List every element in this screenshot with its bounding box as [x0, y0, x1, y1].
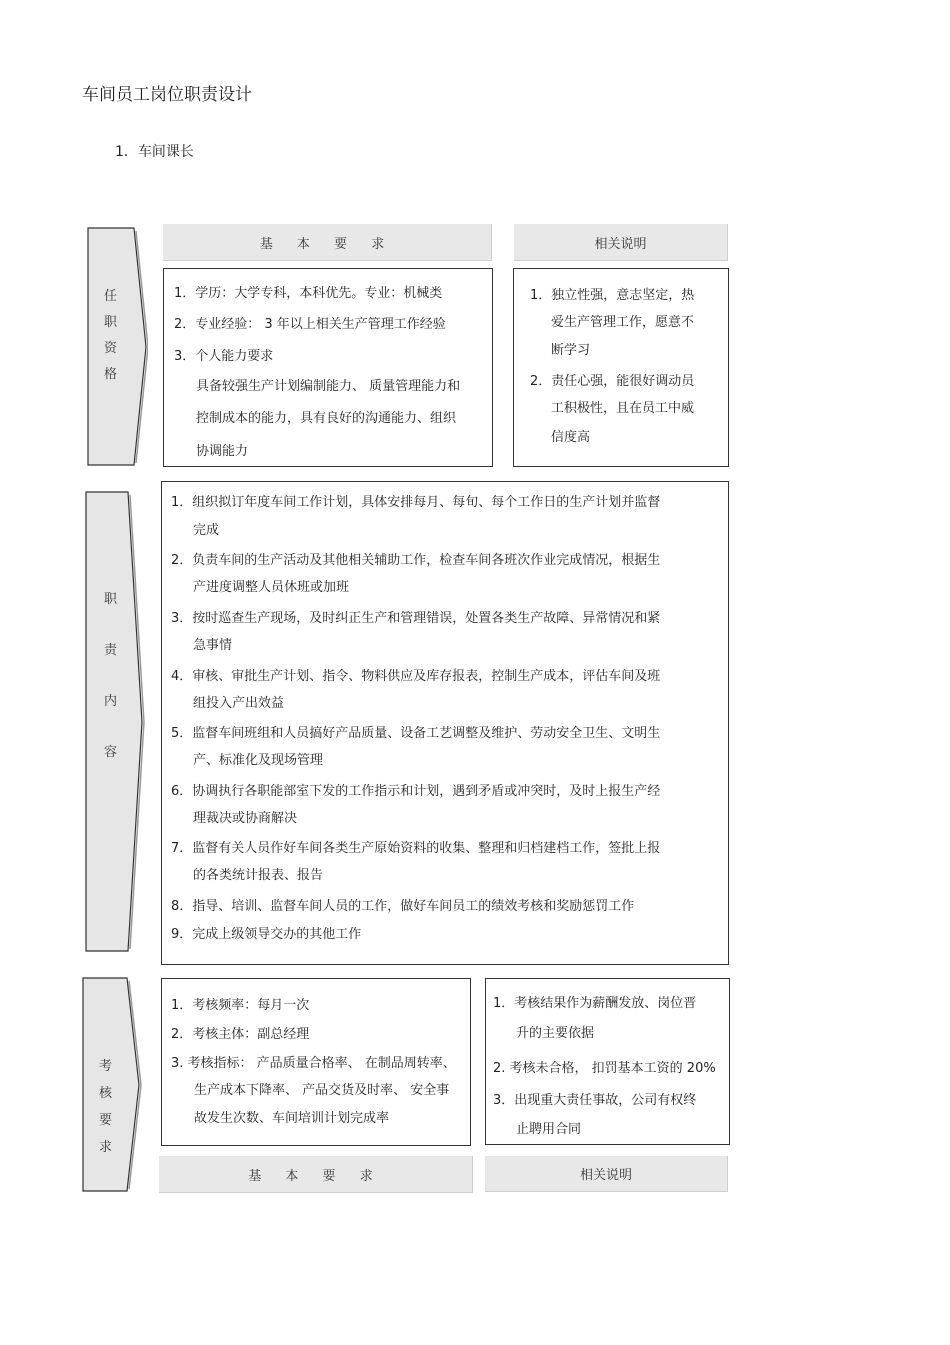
qualification-label	[104, 285, 117, 389]
label-char: 格	[104, 367, 118, 382]
assessment-line: 2．考核主体：副总经理	[171, 1027, 310, 1042]
assessment-note-header: 相关说明	[485, 1156, 728, 1192]
duty-line: 2．负责车间的生产活动及其他相关辅助工作，检查车间各班次作业完成情况，根据生	[171, 553, 661, 568]
qualification-note-line: 1．独立性强，意志坚定，热	[530, 288, 695, 303]
qualification-basic-header: 基 本 要 求	[163, 224, 492, 261]
duty-line: 4．审核、审批生产计划、指令、物料供应及库存报表，控制生产成本，评估车间及班	[171, 669, 661, 684]
duty-line: 产、标准化及现场管理	[193, 753, 324, 768]
qualification-note-header: 相关说明	[514, 224, 728, 261]
duty-line: 7．监督有关人员作好车间各类生产原始资料的收集、整理和归档建档工作，签批上报	[171, 841, 661, 856]
duty-line: 1．组织拟订年度车间工作计划，具体安排每月、每旬、每个工作日的生产计划并监督	[171, 495, 661, 510]
label-char: 内	[104, 694, 118, 709]
label-char: 要	[99, 1113, 113, 1128]
assessment-line: 生产成本下降率、 产品交货及时率、 安全事	[194, 1083, 450, 1098]
duty-line: 的各类统计报表、报告	[193, 868, 324, 883]
assessment-line: 3. 考核指标： 产品质量合格率、 在制品周转率、	[171, 1056, 456, 1071]
assessment-note-line: 止聘用合同	[516, 1122, 582, 1137]
duty-line: 完成	[193, 523, 220, 538]
page-title: 车间员工岗位职责设计	[82, 85, 252, 105]
duty-line: 6．协调执行各职能部室下发的工作指示和计划，遇到矛盾或冲突时，及时上报生产经	[171, 784, 661, 799]
label-char: 任	[104, 289, 118, 304]
duty-line: 理裁决或协商解决	[193, 811, 298, 826]
duty-line: 产进度调整人员休班或加班	[193, 580, 350, 595]
label-char: 容	[104, 745, 118, 760]
duty-line: 3．按时巡查生产现场，及时纠正生产和管理错误，处置各类生产故障、异常情况和紧	[171, 611, 661, 626]
qualification-note-line: 断学习	[551, 343, 591, 358]
assessment-note-line: 1．考核结果作为薪酬发放、岗位晋	[493, 996, 697, 1011]
assessment-note-line: 升的主要依据	[516, 1026, 595, 1041]
qualification-note-line: 工积极性，且在员工中威	[551, 401, 695, 416]
qualification-line: 控制成本的能力，具有良好的沟通能力、组织	[196, 411, 457, 426]
duties-label	[104, 588, 117, 792]
label-char: 求	[99, 1140, 113, 1155]
label-char: 职	[104, 592, 118, 607]
qualification-note-line: 爱生产管理工作，愿意不	[551, 315, 695, 330]
qualification-note-line: 2．责任心强，能很好调动员	[530, 374, 695, 389]
assessment-note-line: 2. 考核未合格， 扣罚基本工资的 20%	[493, 1061, 716, 1076]
duty-line: 9．完成上级领导交办的其他工作	[171, 927, 362, 942]
label-char: 职	[104, 315, 118, 330]
qualification-line: 3．个人能力要求	[174, 349, 274, 364]
label-char: 责	[104, 643, 118, 658]
assessment-note-line: 3．出现重大责任事故，公司有权终	[493, 1093, 697, 1108]
assessment-line: 故发生次数、车间培训计划完成率	[194, 1111, 390, 1126]
assessment-line: 1．考核频率：每月一次	[171, 998, 310, 1013]
duty-line: 急事情	[193, 638, 233, 653]
label-char: 考	[99, 1059, 113, 1074]
assessment-basic-header: 基 本 要 求	[159, 1156, 473, 1193]
duty-line: 8．指导、培训、监督车间人员的工作，做好车间员工的绩效考核和奖励惩罚工作	[171, 899, 635, 914]
label-char: 核	[99, 1086, 113, 1101]
duty-line: 5．监督车间班组和人员搞好产品质量、设备工艺调整及维护、劳动安全卫生、文明生	[171, 726, 661, 741]
qualification-line: 2．专业经验： 3 年以上相关生产管理工作经验	[174, 317, 446, 332]
duty-line: 组投入产出效益	[193, 696, 285, 711]
section-heading: 1．车间课长	[115, 144, 194, 160]
qualification-line: 1．学历：大学专科，本科优先。专业：机械类	[174, 286, 443, 301]
qualification-line: 具备较强生产计划编制能力、 质量管理能力和	[196, 379, 461, 394]
qualification-note-line: 信度高	[551, 430, 591, 445]
label-char: 资	[104, 341, 118, 356]
qualification-line: 协调能力	[196, 444, 249, 459]
assessment-label	[99, 1055, 112, 1163]
